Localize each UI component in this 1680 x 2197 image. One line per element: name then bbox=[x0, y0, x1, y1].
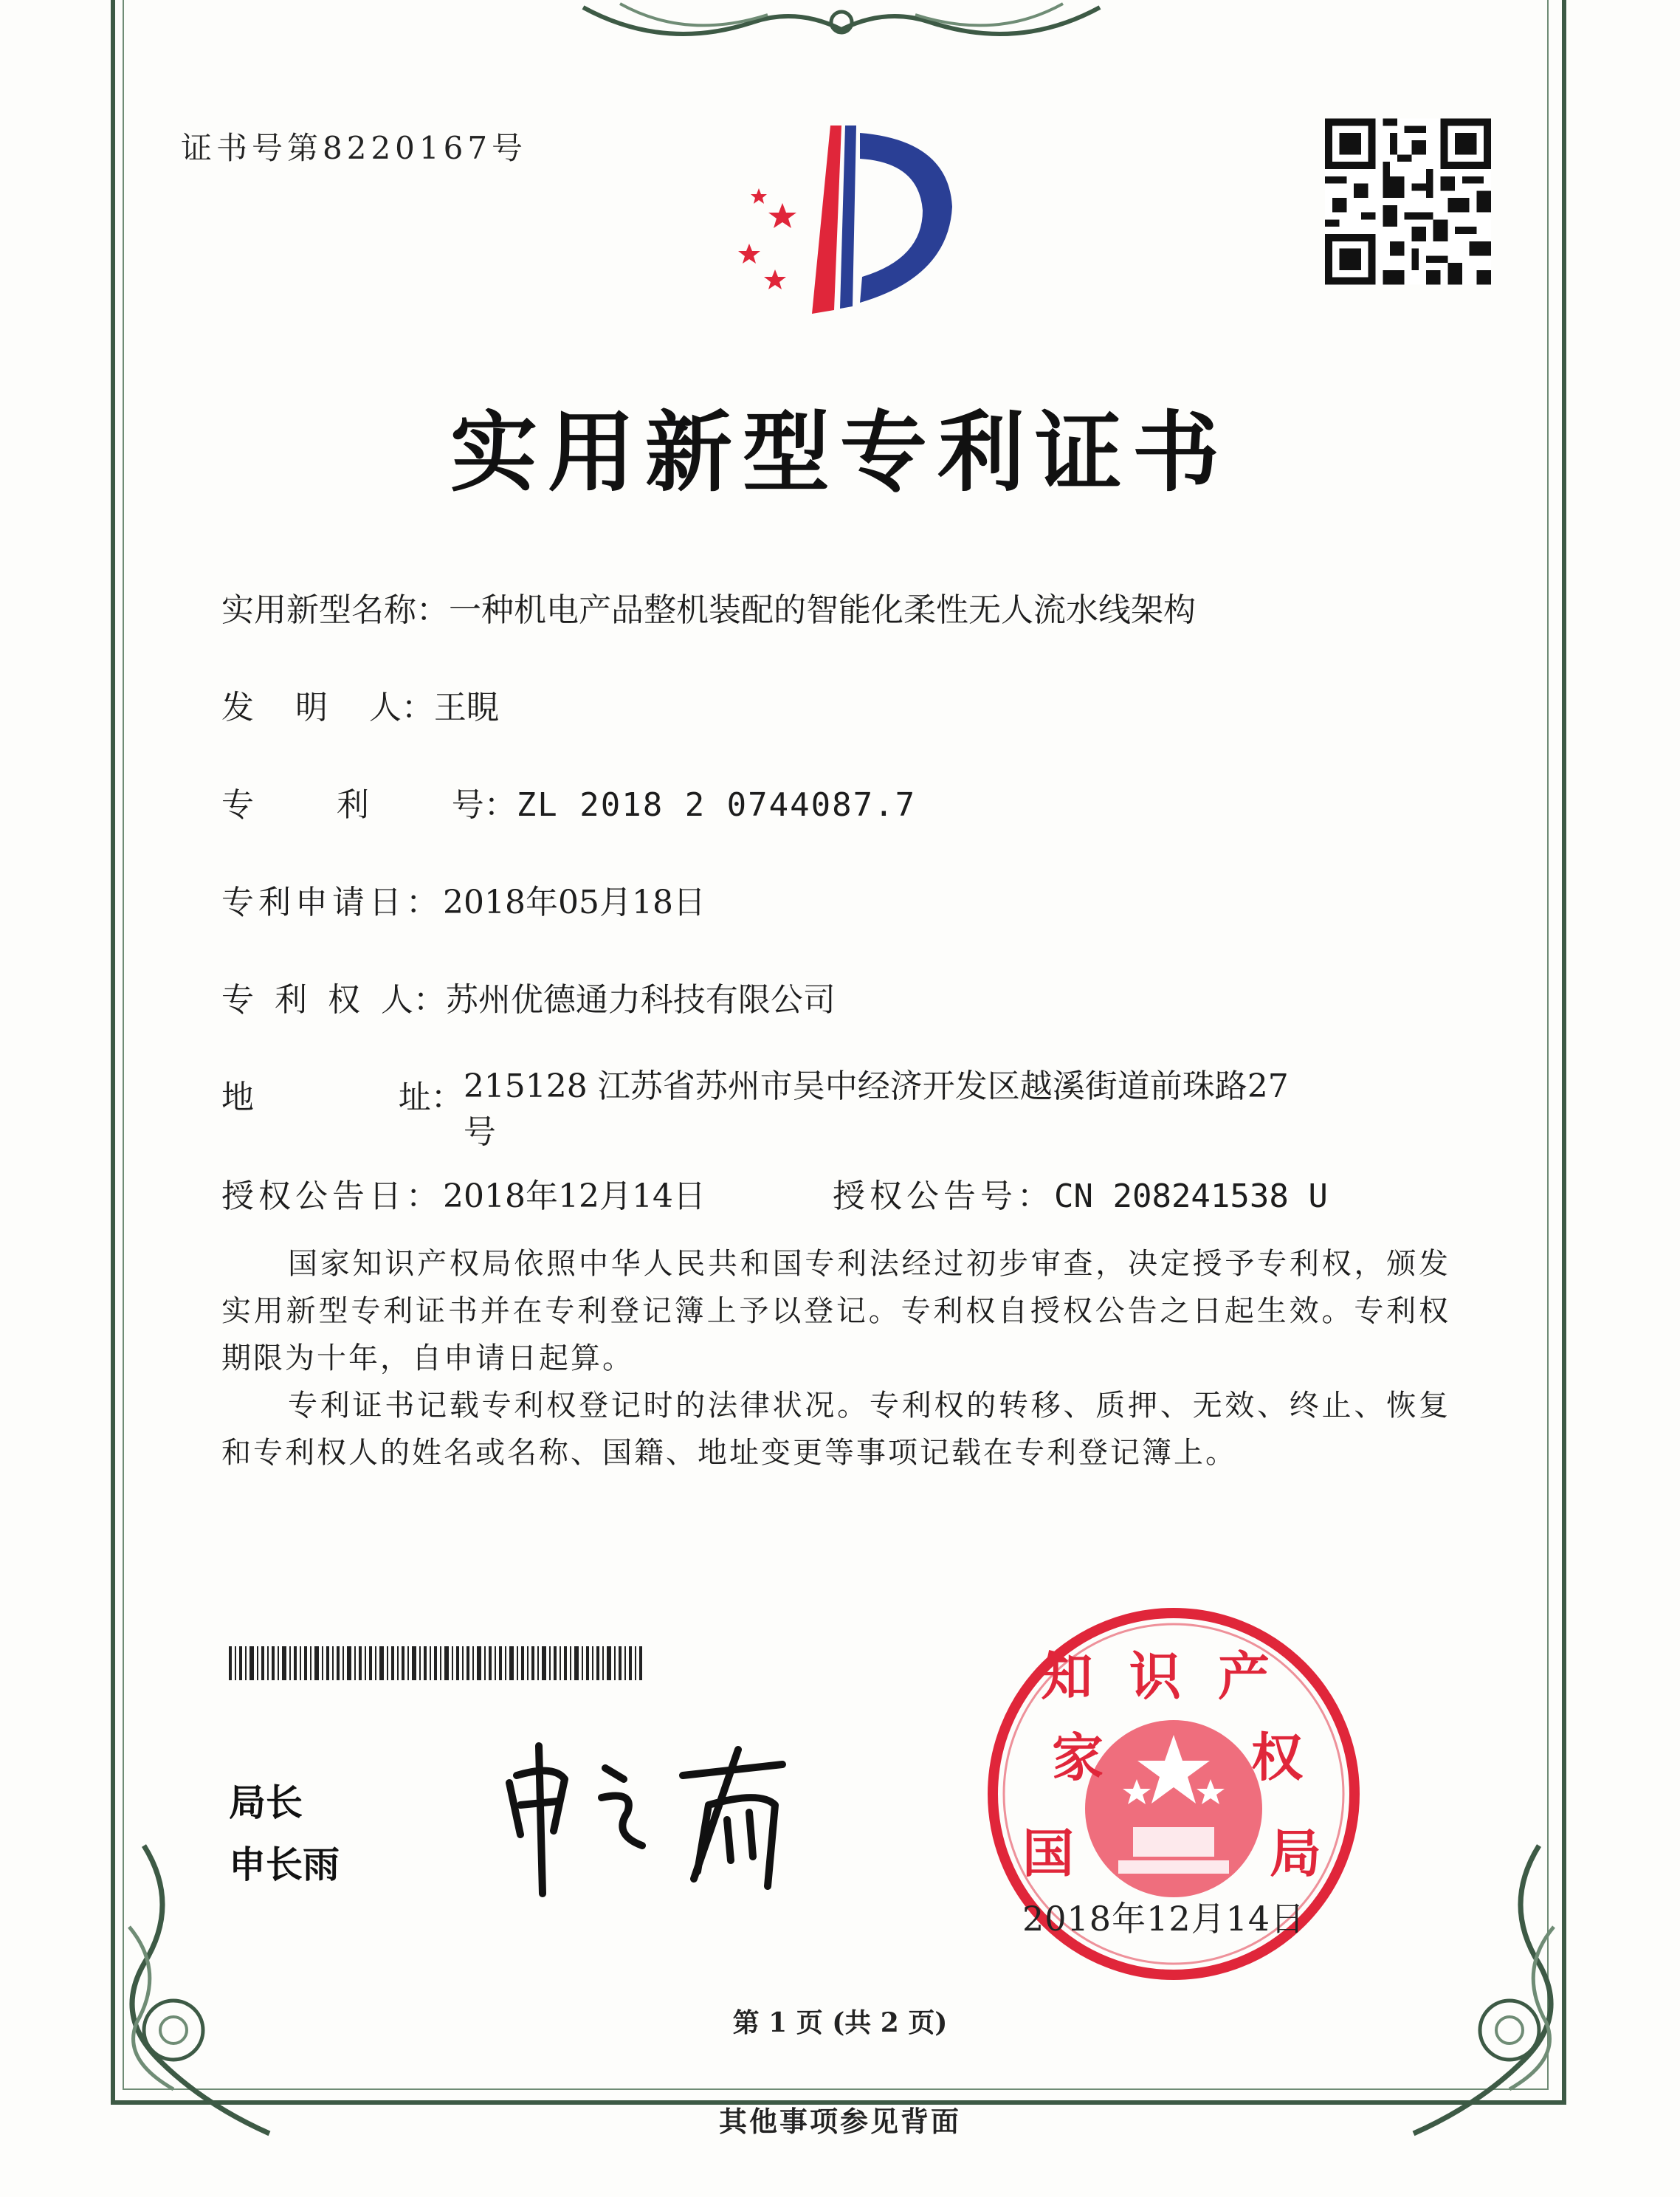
certificate-statement-paragraph-2: 专利证书记载专利权登记时的法律状况。专利权的转移、质押、无效、终止、恢复和专利权人的姓名或名称、国籍、地址变更等事项记载在专利登记簿上。 bbox=[221, 1389, 1450, 1470]
address-label: 地 址： bbox=[221, 1079, 464, 1116]
director-name: 申长雨 bbox=[229, 1843, 340, 1886]
director-block bbox=[229, 1772, 340, 1896]
patent-office-emblem-icon bbox=[701, 118, 967, 317]
certificate-statement-paragraph-1: 国家知识产权局依照中华人民共和国专利法经过初步审查，决定授予专利权，颁发实用新型专利证书并在专利登记簿上予以登记。专利权自授权公告之日起生效。专利权期限为十年，自申请日起算。 bbox=[221, 1247, 1450, 1375]
address-value-line2: 号 bbox=[463, 1113, 496, 1151]
svg-text:国: 国 bbox=[1022, 1823, 1074, 1884]
patentee-label: 专 利 权 人： bbox=[221, 981, 446, 1019]
seal-date: 2018年12月14日 bbox=[1022, 1899, 1306, 1939]
inventor-row bbox=[221, 681, 499, 728]
application-date-label: 专利申请日： bbox=[221, 884, 443, 921]
qr-code-icon bbox=[1325, 117, 1491, 286]
grant-date-label: 授权公告日： bbox=[221, 1177, 443, 1215]
certificate-title: 实用新型专利证书 bbox=[450, 402, 1230, 503]
grant-date-row bbox=[221, 1169, 706, 1217]
application-date-row bbox=[221, 876, 706, 923]
utility-model-name-value: 一种机电产品整机装配的智能化柔性无人流水线架构 bbox=[449, 591, 1196, 629]
barcode-icon bbox=[229, 1646, 642, 1680]
patent-number-label: 专 利 号： bbox=[221, 786, 517, 824]
svg-text:家: 家 bbox=[1052, 1727, 1104, 1788]
svg-text:权: 权 bbox=[1251, 1727, 1303, 1788]
grant-number-value: CN 208241538 U bbox=[1054, 1177, 1328, 1215]
svg-text:局: 局 bbox=[1270, 1823, 1321, 1884]
address-row bbox=[221, 1067, 1289, 1155]
grant-number-row bbox=[833, 1169, 1328, 1217]
utility-model-name-row bbox=[221, 583, 1196, 630]
inventor-value: 王睍 bbox=[433, 689, 499, 726]
page-indicator: 第 1 页 (共 2 页) bbox=[732, 2007, 948, 2038]
grant-number-label: 授权公告号： bbox=[833, 1177, 1054, 1215]
certificate-number: 证书号第8220167号 bbox=[181, 130, 528, 166]
inventor-label: 发 明 人： bbox=[221, 689, 434, 726]
patentee-value: 苏州优德通力科技有限公司 bbox=[445, 981, 836, 1019]
director-signature-icon bbox=[495, 1724, 849, 1901]
director-role: 局长 bbox=[229, 1781, 303, 1824]
top-ornament-icon bbox=[576, 0, 1107, 52]
patent-number-value: ZL 2018 2 0744087.7 bbox=[516, 786, 917, 824]
see-reverse-note: 其他事项参见背面 bbox=[718, 2105, 961, 2138]
utility-model-name-label: 实用新型名称： bbox=[221, 591, 449, 629]
svg-text:知识产: 知识产 bbox=[1041, 1646, 1307, 1707]
address-value-line1: 215128 江苏省苏州市吴中经济开发区越溪街道前珠路27 bbox=[463, 1067, 1289, 1105]
patentee-row bbox=[221, 973, 836, 1020]
patent-number-row bbox=[221, 778, 916, 825]
application-date-value: 2018年05月18日 bbox=[443, 884, 706, 921]
grant-date-value: 2018年12月14日 bbox=[443, 1177, 706, 1215]
